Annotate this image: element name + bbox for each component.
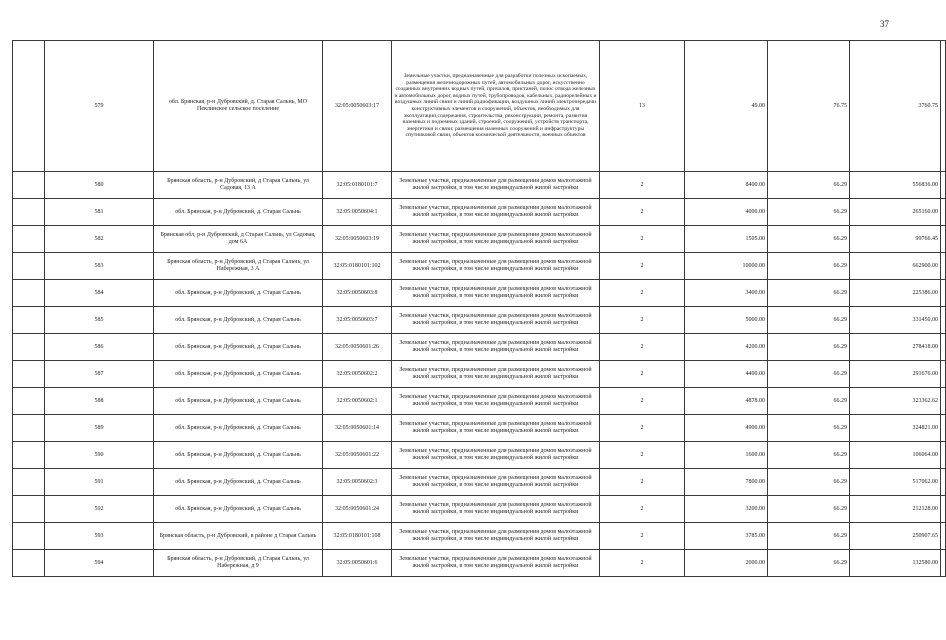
- blank-cell: [13, 334, 45, 361]
- blank-cell: [13, 172, 45, 199]
- cadastral-value-cell: 225386.00: [850, 280, 941, 307]
- area-cell: 4200.00: [685, 334, 768, 361]
- cadastral-value-cell: 331450.00: [850, 307, 941, 334]
- area-cell: 3400.00: [685, 280, 768, 307]
- blank-cell: [941, 469, 946, 496]
- blank-cell: [13, 361, 45, 388]
- address-cell: Брянская область, р-н Дубровский, д Старая Сальнь, ул Набережная, 3 А: [154, 253, 323, 280]
- use-group-cell: 2: [600, 415, 685, 442]
- row-number-cell: 589: [45, 415, 154, 442]
- blank-cell: [941, 550, 946, 577]
- blank-cell: [941, 253, 946, 280]
- row-number-cell: 582: [45, 226, 154, 253]
- specific-value-cell: 66.29: [768, 307, 850, 334]
- land-use-cell: Земельные участки, предназначенные для размещения домов малоэтажной жилой застройки, в том числе индивидуальной жилой застройки: [392, 334, 600, 361]
- use-group-cell: 2: [600, 523, 685, 550]
- blank-cell: [13, 415, 45, 442]
- cadastral-value-cell: 291676.00: [850, 361, 941, 388]
- row-number-cell: 583: [45, 253, 154, 280]
- cadastral-value-cell: 324821.00: [850, 415, 941, 442]
- specific-value-cell: 66.29: [768, 334, 850, 361]
- use-group-cell: 2: [600, 226, 685, 253]
- land-use-cell: Земельные участки, предназначенные для разработки полезных ископаемых, размещения железнодорожных путей, автомобильных дорог, искусственно созданных внутренних водных путей, причалов, пристаней, полос отвода железных и автомобильных дорог, водных путей, трубопроводов, кабельных, радиорелейных и воздушных линий связи и линий радиофикации, воздушных линий электропередачи конструктивных элементов и сооружений, объектов, необходимых для эксплуатации,содержания, строительства, реконструкции, ремонта, развития наземных и подземных зданий, строений, сооружений, устройств транспорта, энергетики и связи; размещения наземных сооружений и инфраструктуры спутниковой связи, объектов космической деятельности, военных объектов: [392, 41, 600, 172]
- blank-cell: [941, 361, 946, 388]
- address-cell: обл. Брянская, р-н Дубровский, д. Старая Сальнь: [154, 280, 323, 307]
- specific-value-cell: 76.75: [768, 41, 850, 172]
- blank-cell: [13, 41, 45, 172]
- blank-cell: [13, 388, 45, 415]
- table-row: [13, 415, 946, 442]
- use-group-cell: 2: [600, 280, 685, 307]
- row-number-cell: 579: [45, 41, 154, 172]
- cadastral-value-cell: 517062.00: [850, 469, 941, 496]
- use-group-cell: 2: [600, 361, 685, 388]
- use-group-cell: 2: [600, 307, 685, 334]
- address-cell: обл. Брянская, р-н Дубровский, д. Старая Сальнь, МО Пеклинское сельское поселение: [154, 41, 323, 172]
- cadastral-number-cell: 32:05:0180101:7: [323, 172, 392, 199]
- cadastral-number-cell: 32:05:0050601:24: [323, 496, 392, 523]
- row-number-cell: 585: [45, 307, 154, 334]
- specific-value-cell: 66.29: [768, 253, 850, 280]
- table-row: [13, 388, 946, 415]
- use-group-cell: 2: [600, 172, 685, 199]
- use-group-cell: 2: [600, 199, 685, 226]
- table-row: [13, 334, 946, 361]
- cadastral-number-cell: 32:05:0050603:8: [323, 280, 392, 307]
- land-use-cell: Земельные участки, предназначенные для размещения домов малоэтажной жилой застройки, в том числе индивидуальной жилой застройки: [392, 523, 600, 550]
- area-cell: 4900.00: [685, 415, 768, 442]
- land-use-cell: Земельные участки, предназначенные для размещения домов малоэтажной жилой застройки, в том числе индивидуальной жилой застройки: [392, 361, 600, 388]
- cadastral-value-cell: 212128.00: [850, 496, 941, 523]
- specific-value-cell: 66.29: [768, 361, 850, 388]
- use-group-cell: 13: [600, 41, 685, 172]
- blank-cell: [13, 307, 45, 334]
- area-cell: 3200.00: [685, 496, 768, 523]
- land-use-cell: Земельные участки, предназначенные для размещения домов малоэтажной жилой застройки, в том числе индивидуальной жилой застройки: [392, 199, 600, 226]
- specific-value-cell: 66.29: [768, 496, 850, 523]
- use-group-cell: 2: [600, 388, 685, 415]
- row-number-cell: 592: [45, 496, 154, 523]
- cadastral-number-cell: 32:05:0050602:2: [323, 361, 392, 388]
- blank-cell: [941, 388, 946, 415]
- blank-cell: [13, 496, 45, 523]
- use-group-cell: 2: [600, 442, 685, 469]
- cadastral-number-cell: 32:05:0050603:19: [323, 226, 392, 253]
- use-group-cell: 2: [600, 334, 685, 361]
- table-row: [13, 307, 946, 334]
- cadastral-number-cell: 32:05:0050602:3: [323, 469, 392, 496]
- area-cell: 10000.00: [685, 253, 768, 280]
- cadastral-value-cell: 556836.00: [850, 172, 941, 199]
- blank-cell: [13, 226, 45, 253]
- specific-value-cell: 66.29: [768, 280, 850, 307]
- specific-value-cell: 66.29: [768, 388, 850, 415]
- cadastral-value-cell: 265160.00: [850, 199, 941, 226]
- area-cell: 2000.00: [685, 550, 768, 577]
- area-cell: 8400.00: [685, 172, 768, 199]
- blank-cell: [13, 253, 45, 280]
- use-group-cell: 2: [600, 253, 685, 280]
- row-number-cell: 594: [45, 550, 154, 577]
- land-use-cell: Земельные участки, предназначенные для размещения домов малоэтажной жилой застройки, в том числе индивидуальной жилой застройки: [392, 442, 600, 469]
- cadastral-value-cell: 278418.00: [850, 334, 941, 361]
- cadastral-number-cell: 32:05:0180101:102: [323, 253, 392, 280]
- blank-cell: [941, 226, 946, 253]
- area-cell: 1600.00: [685, 442, 768, 469]
- land-use-cell: Земельные участки, предназначенные для размещения домов малоэтажной жилой застройки, в том числе индивидуальной жилой застройки: [392, 253, 600, 280]
- blank-cell: [941, 280, 946, 307]
- registry-table-body: [13, 41, 946, 577]
- area-cell: 4400.00: [685, 361, 768, 388]
- blank-cell: [941, 442, 946, 469]
- cadastral-value-cell: 3760.75: [850, 41, 941, 172]
- specific-value-cell: 66.29: [768, 172, 850, 199]
- land-use-cell: Земельные участки, предназначенные для размещения домов малоэтажной жилой застройки, в том числе индивидуальной жилой застройки: [392, 469, 600, 496]
- area-cell: 4000.00: [685, 199, 768, 226]
- address-cell: обл. Брянская, р-н Дубровский, д. Старая Сальнь: [154, 469, 323, 496]
- land-use-cell: Земельные участки, предназначенные для размещения домов малоэтажной жилой застройки, в том числе индивидуальной жилой застройки: [392, 550, 600, 577]
- land-use-cell: Земельные участки, предназначенные для размещения домов малоэтажной жилой застройки, в том числе индивидуальной жилой застройки: [392, 415, 600, 442]
- specific-value-cell: 66.29: [768, 415, 850, 442]
- blank-cell: [941, 415, 946, 442]
- row-number-cell: 580: [45, 172, 154, 199]
- land-use-cell: Земельные участки, предназначенные для размещения домов малоэтажной жилой застройки, в том числе индивидуальной жилой застройки: [392, 226, 600, 253]
- cadastral-value-cell: 323362.62: [850, 388, 941, 415]
- address-cell: обл. Брянская, р-н Дубровский, д. Старая Сальнь: [154, 496, 323, 523]
- address-cell: Брянская область, р-н Дубровский, в районе д Старая Сальнь: [154, 523, 323, 550]
- cadastral-value-cell: 106064.00: [850, 442, 941, 469]
- table-row: [13, 469, 946, 496]
- blank-cell: [13, 550, 45, 577]
- table-row: [13, 442, 946, 469]
- blank-cell: [941, 307, 946, 334]
- area-cell: 1505.00: [685, 226, 768, 253]
- blank-cell: [941, 334, 946, 361]
- area-cell: 49.00: [685, 41, 768, 172]
- area-cell: 3785.00: [685, 523, 768, 550]
- area-cell: 5000.00: [685, 307, 768, 334]
- cadastral-number-cell: 32:05:0050603:7: [323, 307, 392, 334]
- specific-value-cell: 66.29: [768, 469, 850, 496]
- table-row: [13, 41, 946, 172]
- row-number-cell: 591: [45, 469, 154, 496]
- address-cell: обл. Брянская, р-н Дубровский, д. Старая Сальнь: [154, 199, 323, 226]
- land-use-cell: Земельные участки, предназначенные для размещения домов малоэтажной жилой застройки, в том числе индивидуальной жилой застройки: [392, 388, 600, 415]
- land-registry-table: [12, 40, 946, 577]
- blank-cell: [13, 469, 45, 496]
- table-row: [13, 172, 946, 199]
- address-cell: обл. Брянская, р-н Дубровский, д. Старая Сальнь: [154, 415, 323, 442]
- address-cell: обл. Брянская, р-н Дубровский, д. Старая Сальнь: [154, 388, 323, 415]
- row-number-cell: 581: [45, 199, 154, 226]
- page-number: 37: [880, 19, 889, 29]
- table-row: [13, 523, 946, 550]
- blank-cell: [941, 172, 946, 199]
- use-group-cell: 2: [600, 469, 685, 496]
- table-row: [13, 361, 946, 388]
- cadastral-value-cell: 132580.00: [850, 550, 941, 577]
- land-use-cell: Земельные участки, предназначенные для размещения домов малоэтажной жилой застройки, в том числе индивидуальной жилой застройки: [392, 496, 600, 523]
- land-use-cell: Земельные участки, предназначенные для размещения домов малоэтажной жилой застройки, в том числе индивидуальной жилой застройки: [392, 172, 600, 199]
- blank-cell: [941, 496, 946, 523]
- cadastral-number-cell: 32:05:0050604:1: [323, 199, 392, 226]
- address-cell: Брянская область, р-н Дубровский, д Старая Сальнь, ул Садовая, 13 А: [154, 172, 323, 199]
- row-number-cell: 588: [45, 388, 154, 415]
- blank-cell: [13, 442, 45, 469]
- table-row: [13, 226, 946, 253]
- table-row: [13, 253, 946, 280]
- row-number-cell: 584: [45, 280, 154, 307]
- table-row: [13, 550, 946, 577]
- blank-cell: [941, 199, 946, 226]
- address-cell: обл. Брянская, р-н Дубровский, д. Старая Сальнь: [154, 361, 323, 388]
- specific-value-cell: 66.29: [768, 523, 850, 550]
- cadastral-number-cell: 32:05:0050602:1: [323, 388, 392, 415]
- cadastral-number-cell: 32:05:0050601:6: [323, 550, 392, 577]
- specific-value-cell: 66.29: [768, 226, 850, 253]
- address-cell: обл. Брянская, р-н Дубровский, д. Старая Сальнь: [154, 307, 323, 334]
- cadastral-number-cell: 32:05:0050601:26: [323, 334, 392, 361]
- row-number-cell: 586: [45, 334, 154, 361]
- blank-cell: [941, 523, 946, 550]
- row-number-cell: 587: [45, 361, 154, 388]
- land-use-cell: Земельные участки, предназначенные для размещения домов малоэтажной жилой застройки, в том числе индивидуальной жилой застройки: [392, 307, 600, 334]
- table-row: [13, 199, 946, 226]
- table-row: [13, 496, 946, 523]
- use-group-cell: 2: [600, 550, 685, 577]
- specific-value-cell: 66.29: [768, 442, 850, 469]
- blank-cell: [13, 523, 45, 550]
- address-cell: обл. Брянская, р-н Дубровский, д. Старая Сальнь: [154, 334, 323, 361]
- row-number-cell: 593: [45, 523, 154, 550]
- blank-cell: [13, 199, 45, 226]
- specific-value-cell: 66.29: [768, 550, 850, 577]
- cadastral-number-cell: 32:05:0180101:108: [323, 523, 392, 550]
- row-number-cell: 590: [45, 442, 154, 469]
- cadastral-number-cell: 32:05:0050603:17: [323, 41, 392, 172]
- table-row: [13, 280, 946, 307]
- cadastral-number-cell: 32:05:0050601:14: [323, 415, 392, 442]
- blank-cell: [941, 41, 946, 172]
- address-cell: Брянская область, р-н Дубровский, д Старая Сальнь, ул Набережная, д 9: [154, 550, 323, 577]
- specific-value-cell: 66.29: [768, 199, 850, 226]
- cadastral-number-cell: 32:05:0050601:22: [323, 442, 392, 469]
- land-use-cell: Земельные участки, предназначенные для размещения домов малоэтажной жилой застройки, в том числе индивидуальной жилой застройки: [392, 280, 600, 307]
- area-cell: 7800.00: [685, 469, 768, 496]
- cadastral-value-cell: 250907.65: [850, 523, 941, 550]
- cadastral-value-cell: 662900.00: [850, 253, 941, 280]
- address-cell: Брянская обл, р-н Дубровский, д Старая Сальнь, ул Садовая, дом 6А: [154, 226, 323, 253]
- blank-cell: [13, 280, 45, 307]
- area-cell: 4878.00: [685, 388, 768, 415]
- use-group-cell: 2: [600, 496, 685, 523]
- address-cell: обл. Брянская, р-н Дубровский, д. Старая Сальнь: [154, 442, 323, 469]
- cadastral-value-cell: 99766.45: [850, 226, 941, 253]
